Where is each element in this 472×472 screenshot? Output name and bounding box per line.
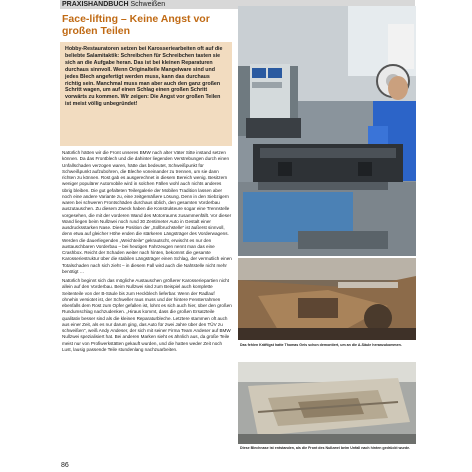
body-text <box>62 150 232 356</box>
intro-text: Hobby-Restauratoren setzen bei Karosseriearbeiten oft auf die beliebte Salamitaktik: Schreibchen für Schreibchen tasten sie sich an die Aufgabe heran. Das ist bei kleinen Reparaturen durchaus sinnvoll. Wenn Originalteile Mangelware sind und jedes Blech angefertigt werden muss, kann das durchaus richtig sein. Manchmal muss man aber auch den ganz großen Schritt wagen, um auf einen Schlag einen großen Schritt vorwärts zu kommen. Wir zeigen: Die Angst vor großen Teilen ist meist völlig unbegründet! <box>65 46 223 108</box>
caption-2: Diese Blechnase ist entstanden, als die Front des Nullzwei beim Unfall nach hinten gedrückt wurde. <box>240 446 411 450</box>
header-subsection: Schweißen <box>130 1 166 8</box>
header-section: PRAXISHANDBUCH <box>62 1 129 8</box>
sheet-metal-photo <box>238 362 416 444</box>
page-number: 86 <box>61 462 69 469</box>
rust-repair-photo <box>238 258 416 340</box>
caption-1: Das fehlen Kräftigst hatte Thomas Geis schon demontiert, um an die A-Säule heranzukommen. <box>240 343 402 347</box>
body-paragraph: Natürlich hätten wir die Front unseres BMW nach alter Väter Sitte instand setzen können. Da das Frontblech und die dahinter liegenden Verstrebungen durch einen Unfallschaden verzogen waren, hätte das bedeutet, Schweißpunkt für Schweißpunkt aufzubohren, die Bleche voneinander zu trennen, um sie dann richten zu können. Rost gab es ausgerechnet in diesem Bereich wenig. Besitzern weniger populärer Automobile wird in solchen Fällen wohl auch nichts anderes übrig bleiben. Die gut gefalteten Teilergalerie der Mobilen Tradition lassen aber noch eine andere Variante zu, eine zeitgemäßere Lösung. Denn in den Siebzigern waren bei schweren Frontschäden durchaus üblich, den gesamten Vorderbau auszutauschen. Zu diesem Zweck haben die Konstrukteure sogar eine Trennstelle vorgesehen, die mit der vorderen Wand des Motorraums zusammenfällt. Vor dieser Wand liegen beim Nullzwei noch rund 30 Zentimeter Auto in Gestalt einer ausdrucksstarken Nase. Diese Position der „Sollbruchstelle“ ist äußerst sinnvoll, denn etwa auf gleicher Höhe enden die stärkeren Längsträger des Vorderwagens. Werden die dauerliegenden „Weichteile“ gekrautscht, erwischt es nur den austauschbaren Vorderbau – bei heutigen Fahrzeugen nennt man das eine Crashbox. Reicht der Schaden weiter nach hinten, bekommt die gesamte Karosseriestruktur über die stabilen Längsträger einen Schlag, der vermutlich einen Totalschaden nach sich zieht – in diesem Fall wird auch die Nahtstelle nicht mehr benötigt … <box>62 150 232 274</box>
body-paragraph: Natürlich beginnt sich das mögliche Austauschen größerer Karosseriepartien nicht allein auf den Vorderbau. Beim Nullzwei sind zum Beispiel auch komplette Seitenteile von der B-Säule bis zum Heckblech lieferbar. Wenn der Radlauf ohnehin versiotet ist, der Schweller raus muss und der hintere Fensterrahmen ebenfalls dem Rost zum Opfer gefallen ist, lohnt es sich auch hier, über den großen Rundumschlag nachzudenken. „Hiraus kommt, dass die großen Ersatzteile qualitativ besser sind als die kleinen Reparaturbleche. Letztere stammen oft auch aus einer Zeit, als es nur darum ging, das Auto für zwei Jahre über den TÜV zu schweißen“, weiß Andy Andeser, der sich mit seiner Firma Team Andeser auf BMW Nullzwei spezialisiert hat. Bei anderen Marken sieht es ähnlich aus, da große Teile meist nur von Profiwerkstätten gekauft wurden, und die hatten weder Zeit noch Lust, lausig passende Teile stundenlang nachzuarbeiten. <box>62 278 232 352</box>
workshop-photo <box>238 6 416 256</box>
intro-box <box>60 42 232 146</box>
article-title: Face-lifting – Keine Angst vor großen Teilen <box>62 13 210 37</box>
running-header <box>62 0 165 9</box>
